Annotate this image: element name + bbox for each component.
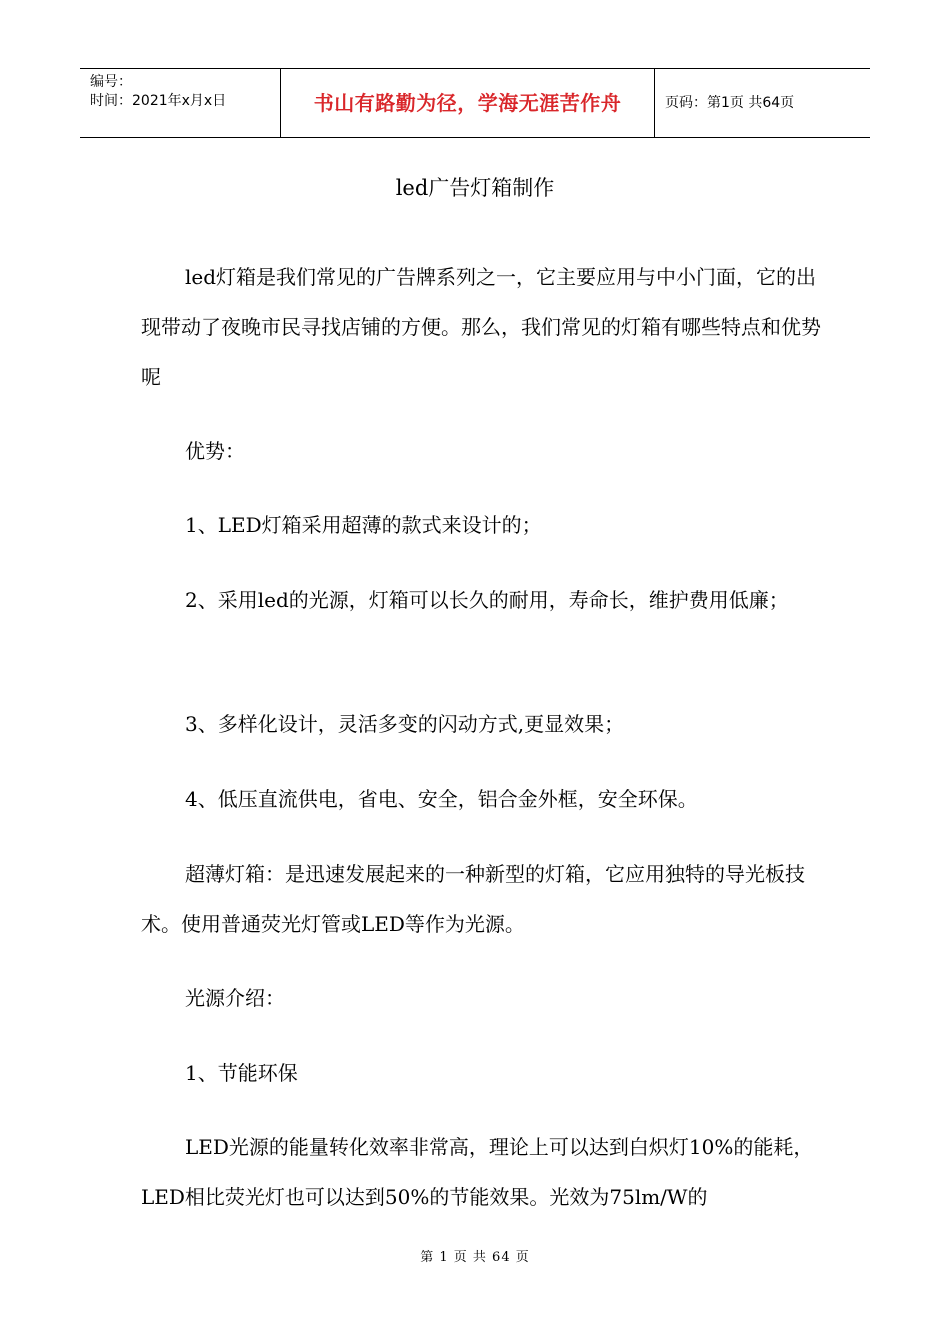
paragraph-intro: led灯箱是我们常见的广告牌系列之一，它主要应用与中小门面，它的出现带动了夜晚市民寻找店铺的方便。那么，我们常见的灯箱有哪些特点和优势呢 bbox=[141, 265, 821, 389]
page-footer: 第 1 页 共 64 页 bbox=[420, 1250, 530, 1265]
paragraph-advantage-2: 2、采用led的光源，灯箱可以长久的耐用，寿命长，维护费用低廉； bbox=[185, 588, 789, 612]
document-title: led广告灯箱制作 bbox=[395, 176, 555, 200]
paragraph-led-efficiency: LED光源的能量转化效率非常高，理论上可以达到白炽灯10%的能耗，LED相比荧光灯也可以达到50%的节能效果。光效为75lm/W的 bbox=[141, 1135, 814, 1209]
paragraph-light-source-heading: 光源介绍： bbox=[185, 986, 285, 1010]
paragraph-ultrathin: 超薄灯箱：是迅速发展起来的一种新型的灯箱，它应用独特的导光板技术。使用普通荧光灯管或LED等作为光源。 bbox=[141, 862, 805, 936]
paragraph-energy-saving: 1、节能环保 bbox=[185, 1061, 298, 1085]
document-date-label: 时间：2021年x月x日 bbox=[90, 93, 227, 109]
header-motto: 书山有路勤为径，学海无涯苦作舟 bbox=[281, 69, 655, 137]
header-page-info: 页码：第1页 共64页 bbox=[665, 95, 795, 111]
paragraph-advantage-4: 4、低压直流供电，省电、安全，铝合金外框，安全环保。 bbox=[185, 787, 698, 811]
paragraph-advantage-3: 3、多样化设计，灵活多变的闪动方式,更显效果； bbox=[185, 712, 625, 736]
document-number-label: 编号： bbox=[90, 74, 132, 90]
header-meta bbox=[80, 69, 281, 137]
document-header bbox=[80, 68, 870, 138]
paragraph-advantage-1: 1、LED灯箱采用超薄的款式来设计的； bbox=[185, 513, 542, 537]
paragraph-advantages-heading: 优势： bbox=[185, 439, 245, 463]
